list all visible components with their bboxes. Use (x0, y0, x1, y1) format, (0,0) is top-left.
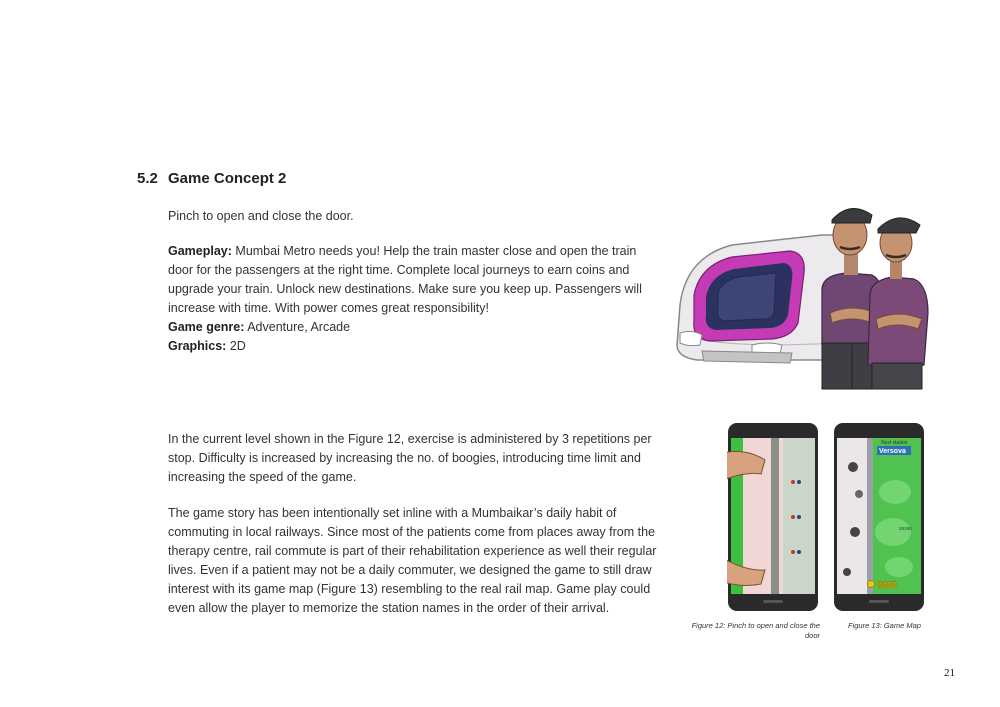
paragraph-story: The game story has been intentionally set inline with a Mumbaikar’s daily habit of commuting in local railways. Since most of the patients come from places away from the therapy centre, rail commute is part of their rehabilitation experience as well their regular lives. Even if a patient may not be a daily commuter, we designed the game to still draw interest with its game map (Figure 13) resembling to the real rail map. Game play could even allow the player to memorize the station names in the order of their arrival. (168, 506, 657, 615)
time-value: 28190 (899, 526, 912, 531)
coin-icon (868, 581, 875, 588)
gameplay-text: Mumbai Metro needs you! Help the train master close and open the train door for the passengers at the right time. Complete local journeys to earn coins and upgrade your train. Unlock new destinations. Make sure you keep up. Passengers will increase with time. With power comes great responsibility! (168, 244, 642, 315)
next-station-label: Next station (881, 440, 908, 446)
figure12-caption: Figure 12: Pinch to open and close the door (691, 621, 820, 640)
section-number: 5.2 (137, 170, 158, 187)
figure12-phone (727, 422, 819, 612)
page-number: 21 (944, 667, 955, 679)
metro-train-illustration (672, 195, 934, 393)
section-title: Game Concept 2 (168, 170, 287, 187)
station-name: Versova (879, 448, 906, 455)
genre-label: Game genre: (168, 320, 245, 334)
figure13-caption: Figure 13: Game Map (848, 621, 921, 630)
graphics-text: 2D (229, 339, 246, 353)
graphics-label: Graphics: (168, 339, 227, 353)
intro-text: Pinch to open and close the door. (168, 209, 354, 223)
gameplay-block (168, 242, 663, 356)
gameplay-label: Gameplay: (168, 244, 232, 258)
section-heading (137, 170, 286, 187)
figure13-phone (833, 422, 925, 612)
coin-counter: 8888 (877, 580, 898, 590)
genre-text: Adventure, Arcade (247, 320, 351, 334)
paragraph-levels: In the current level shown in the Figure 12, exercise is administered by 3 repetitions per stop. Difficulty is increased by increasing the no. of boogies, introducing time limit and increasing the speed of the game. (168, 432, 652, 484)
